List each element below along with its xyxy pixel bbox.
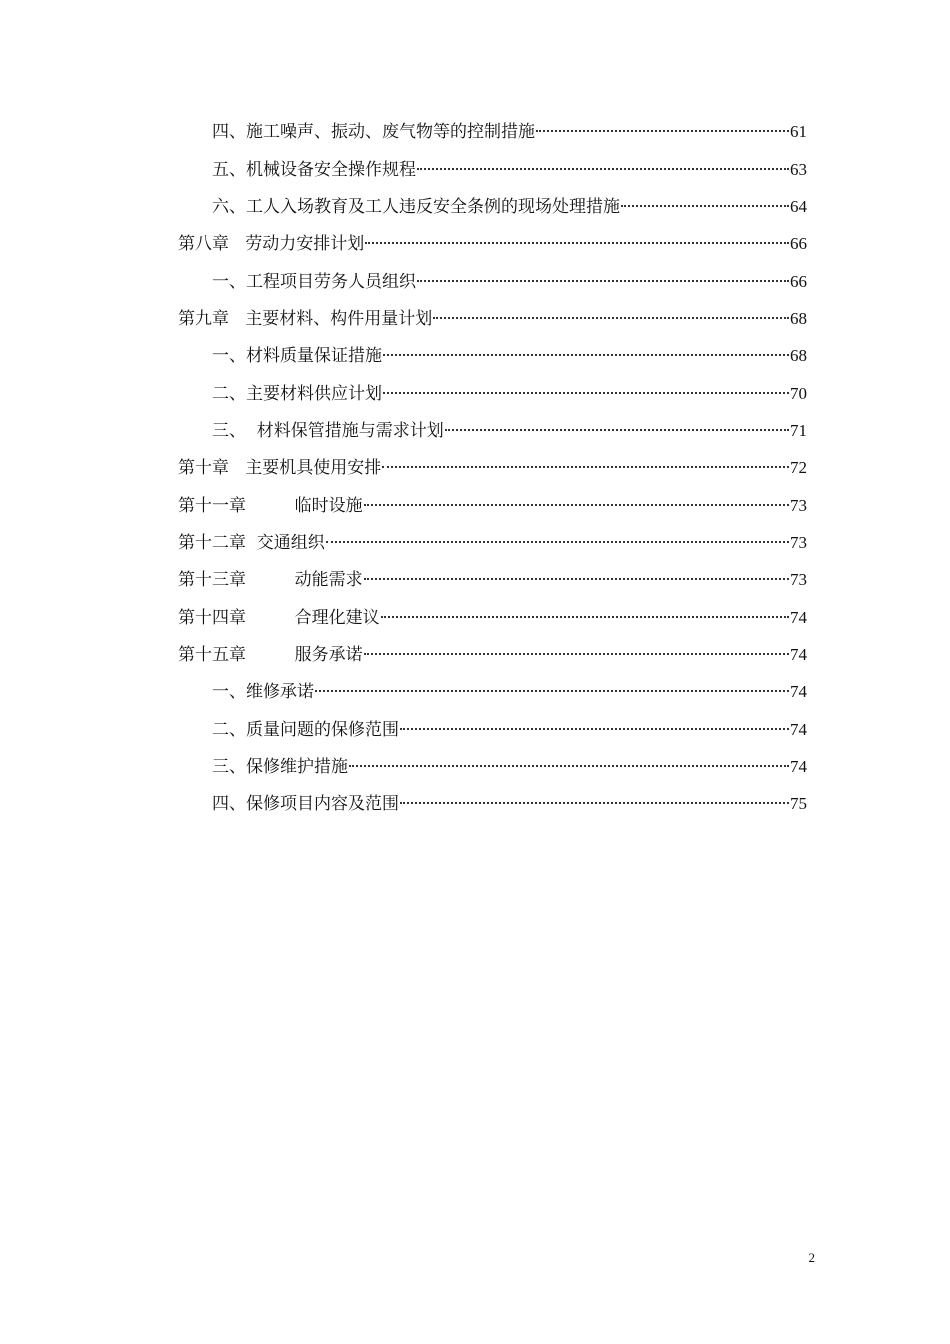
toc-entry-title: 一、工程项目劳务人员组织 xyxy=(212,272,416,292)
toc-dot-leader xyxy=(364,578,789,580)
toc-entry-title: 第八章 劳动力安排计划 xyxy=(178,234,365,254)
toc-entry[interactable] xyxy=(212,119,807,145)
toc-entry-page: 70 xyxy=(790,384,807,403)
toc-entry-page: 68 xyxy=(790,346,807,365)
toc-dot-leader xyxy=(417,280,789,282)
toc-dot-leader xyxy=(315,690,789,692)
toc-entry-title: 第九章 主要材料、构件用量计划 xyxy=(178,309,433,329)
toc-dot-leader xyxy=(364,504,789,506)
toc-dot-leader xyxy=(349,765,789,767)
toc-entry[interactable] xyxy=(212,717,807,743)
toc-entry-page: 73 xyxy=(790,570,807,589)
toc-dot-leader xyxy=(365,242,789,244)
toc-entry-page: 73 xyxy=(790,496,807,515)
toc-dot-leader xyxy=(381,616,789,618)
toc-dot-leader xyxy=(400,728,789,730)
toc-entry-title: 第十二章 交通组织 xyxy=(178,533,325,553)
toc-entry-title: 一、材料质量保证措施 xyxy=(212,346,382,366)
toc-entry[interactable] xyxy=(178,306,807,332)
toc-dot-leader xyxy=(433,317,789,319)
toc-entry-title: 五、机械设备安全操作规程 xyxy=(212,160,416,180)
toc-entry[interactable] xyxy=(178,642,807,668)
toc-entry-title: 四、保修项目内容及范围 xyxy=(212,794,399,814)
toc-dot-leader xyxy=(445,429,789,431)
toc-entry[interactable] xyxy=(212,157,807,183)
toc-entry-page: 74 xyxy=(790,720,807,739)
toc-entry-title: 第十四章 合理化建议 xyxy=(178,608,380,628)
toc-entry-page: 74 xyxy=(790,608,807,627)
toc-entry-page: 74 xyxy=(790,682,807,701)
toc-dot-leader xyxy=(536,130,789,132)
toc-entry[interactable] xyxy=(178,567,807,593)
toc-dot-leader xyxy=(364,653,789,655)
toc-entry-page: 63 xyxy=(790,160,807,179)
toc-entry-title: 二、主要材料供应计划 xyxy=(212,384,382,404)
toc-entry[interactable] xyxy=(178,231,807,257)
toc-entry[interactable] xyxy=(178,455,807,481)
toc-entry-page: 74 xyxy=(790,757,807,776)
toc-entry[interactable] xyxy=(178,530,807,556)
toc-entry-page: 74 xyxy=(790,645,807,664)
toc-entry[interactable] xyxy=(178,605,807,631)
toc-dot-leader xyxy=(621,205,789,207)
toc-entry[interactable] xyxy=(212,269,807,295)
toc-dot-leader xyxy=(400,802,789,804)
toc-entry[interactable] xyxy=(212,679,807,705)
toc-entry-title: 四、施工噪声、振动、废气物等的控制措施 xyxy=(212,122,535,142)
toc-entry[interactable] xyxy=(212,343,807,369)
toc-entry-title: 第十三章 动能需求 xyxy=(178,570,363,590)
toc-entry-page: 66 xyxy=(790,234,807,253)
toc-entry-page: 61 xyxy=(790,122,807,141)
toc-entry-page: 66 xyxy=(790,272,807,291)
toc-dot-leader xyxy=(326,541,789,543)
toc-entry[interactable] xyxy=(178,493,807,519)
toc-entry-page: 75 xyxy=(790,794,807,813)
toc-entry[interactable] xyxy=(212,418,807,444)
toc-entry[interactable] xyxy=(212,754,807,780)
toc-entry-page: 64 xyxy=(790,197,807,216)
toc-entry-title: 六、工人入场教育及工人违反安全条例的现场处理措施 xyxy=(212,197,620,217)
toc-dot-leader xyxy=(383,354,789,356)
toc-entry-title: 第十五章 服务承诺 xyxy=(178,645,363,665)
toc-entry-page: 68 xyxy=(790,309,807,328)
toc-dot-leader xyxy=(383,392,789,394)
toc-entry-page: 72 xyxy=(790,458,807,477)
toc-entry-title: 第十章 主要机具使用安排 xyxy=(178,458,382,478)
toc-entry-title: 二、质量问题的保修范围 xyxy=(212,720,399,740)
toc-dot-leader xyxy=(417,168,789,170)
toc-entry-page: 71 xyxy=(790,421,807,440)
toc-entry-title: 三、保修维护措施 xyxy=(212,757,348,777)
toc-entry[interactable] xyxy=(212,194,807,220)
page-number: 2 xyxy=(808,1250,815,1265)
toc-entry-page: 73 xyxy=(790,533,807,552)
toc-dot-leader xyxy=(382,466,789,468)
toc-entry-title: 一、维修承诺 xyxy=(212,682,314,702)
toc-entry[interactable] xyxy=(212,791,807,817)
toc-entry[interactable] xyxy=(212,381,807,407)
toc-entry-title: 三、 材料保管措施与需求计划 xyxy=(212,421,444,441)
toc-entry-title: 第十一章 临时设施 xyxy=(178,496,363,516)
